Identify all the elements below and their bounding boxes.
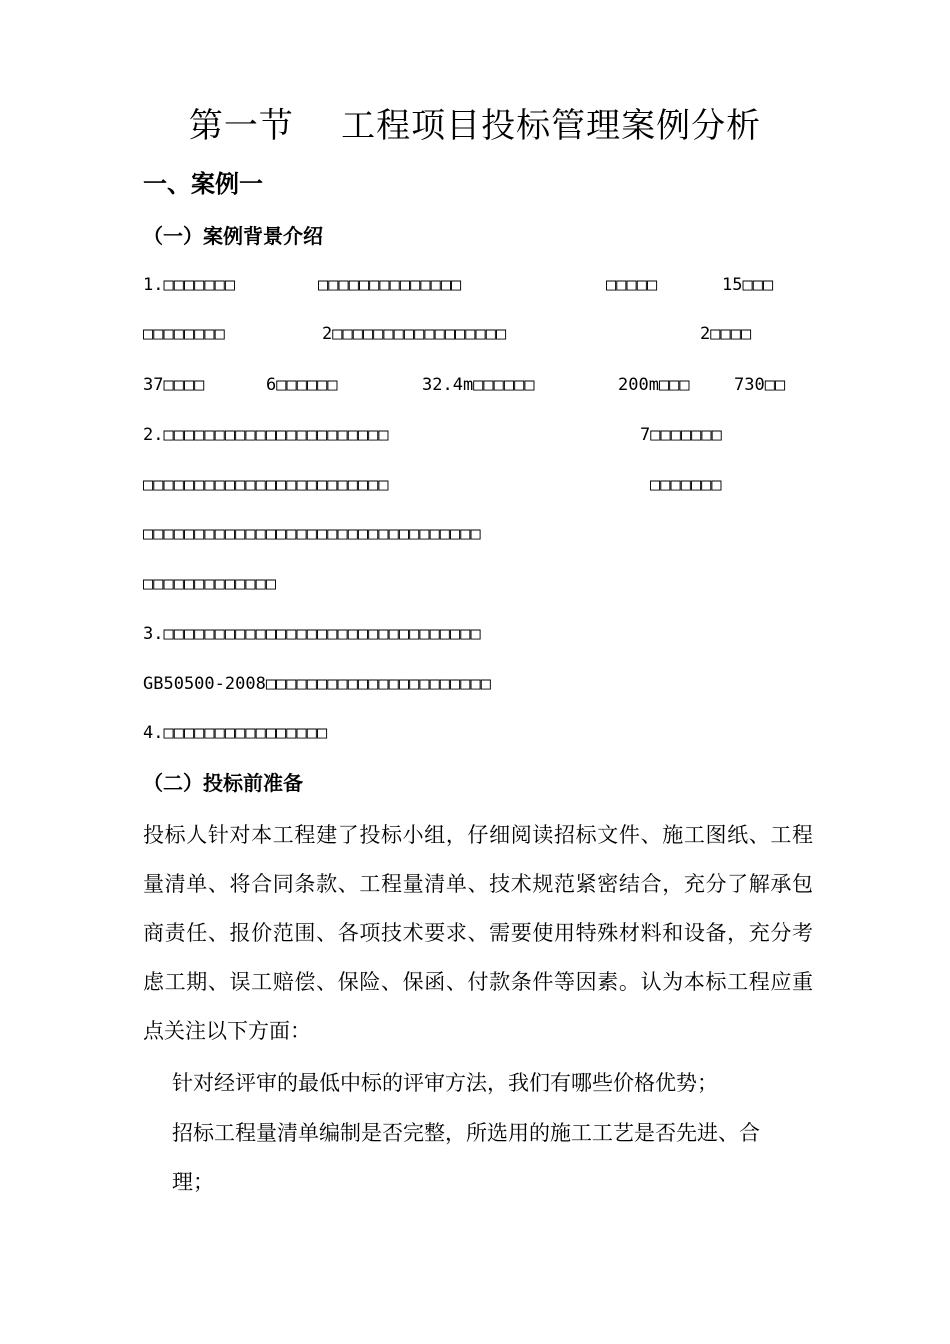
garbled-text: 7□□□□□□□: [640, 425, 722, 445]
garbled-text: □□□□□□□□□□□□□□: [318, 275, 462, 295]
garbled-text: 6□□□□□□: [266, 375, 338, 395]
garbled-text: □□□□□□□□□□□□□□□□□□□□□□□□□□□□□□□□□: [143, 524, 481, 544]
garbled-text: 1.□□□□□□□: [143, 275, 236, 295]
body-paragraph: 投标人针对本工程建了投标小组，仔细阅读招标文件、施工图纸、工程量清单、将合同条款、工程量清单、技术规范紧密结合，充分了解承包商责任、报价范围、各项技术要求、需要使用特殊材料和设备，充分考虑工期、误工赔偿、保险、保函、付款条件等因素。认为本标工程应重点关注以下方面：: [143, 823, 813, 1043]
garbled-text: □□□□□□□□□□□□□: [143, 574, 277, 594]
list-item: 针对经评审的最低中标的评审方法，我们有哪些价格优势；: [172, 1071, 718, 1095]
garbled-text: GB50500-2008□□□□□□□□□□□□□□□□□□□□□□: [143, 674, 491, 694]
section-heading-case-one: 一、案例一: [143, 170, 263, 198]
subsection-heading-preparation: （二）投标前准备: [143, 771, 303, 795]
garbled-text: □□□□□□□: [650, 475, 722, 495]
garbled-text: □□□□□: [606, 275, 658, 295]
garbled-text: 2.□□□□□□□□□□□□□□□□□□□□□□: [143, 425, 389, 445]
subsection-heading-background: （一）案例背景介绍: [143, 224, 323, 248]
list-item: 招标工程量清单编制是否完整，所选用的施工工艺是否先进、合: [172, 1121, 760, 1145]
garbled-text: 37□□□□: [143, 375, 205, 395]
garbled-text: 32.4m□□□□□□: [422, 375, 535, 395]
garbled-text: 2□□□□□□□□□□□□□□□□□: [322, 324, 507, 344]
garbled-text: 2□□□□: [700, 324, 752, 344]
garbled-text: 730□□: [734, 375, 786, 395]
list-item-continuation: 理；: [172, 1170, 214, 1194]
page-title: 第一节 工程项目投标管理案例分析: [188, 106, 762, 146]
garbled-text: 15□□□: [722, 275, 774, 295]
garbled-text: 200m□□□: [618, 375, 690, 395]
garbled-text: 4.□□□□□□□□□□□□□□□□: [143, 723, 328, 743]
garbled-text: □□□□□□□□: [143, 324, 225, 344]
garbled-text: □□□□□□□□□□□□□□□□□□□□□□□□: [143, 475, 389, 495]
garbled-text: 3.□□□□□□□□□□□□□□□□□□□□□□□□□□□□□□□: [143, 624, 481, 644]
